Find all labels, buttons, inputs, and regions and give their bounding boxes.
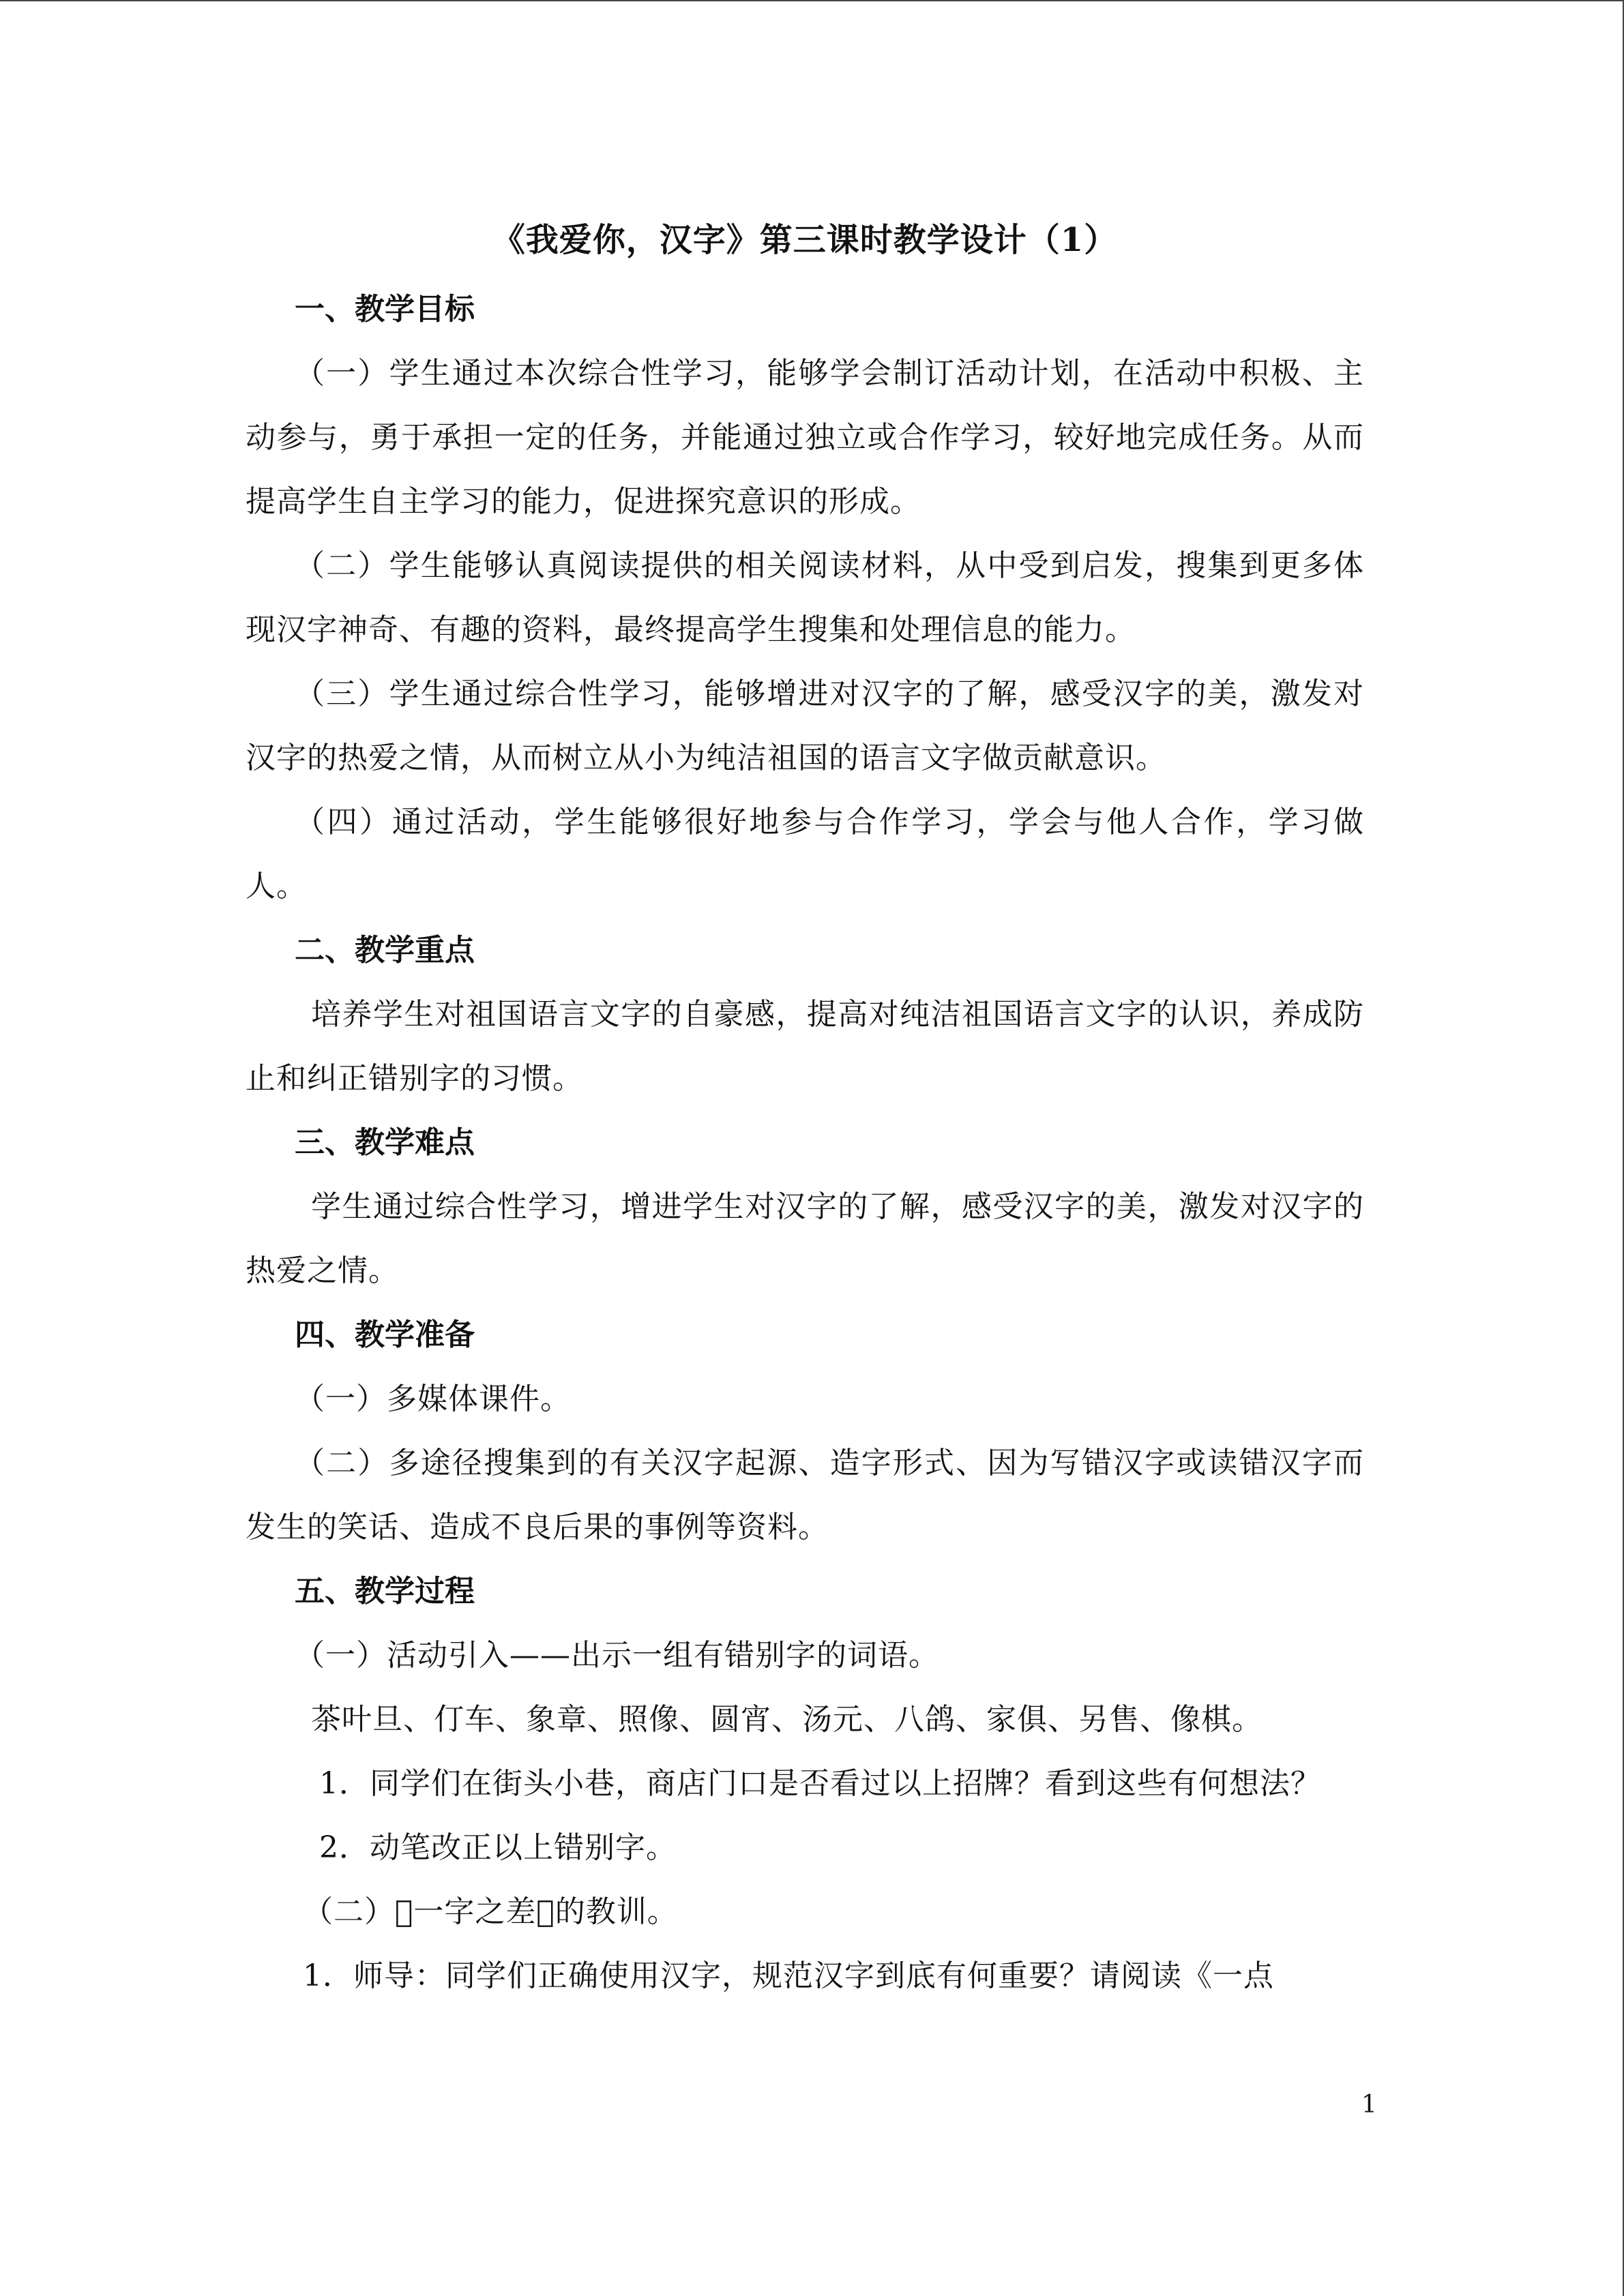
- section-heading-difficulties: 三、教学难点: [295, 1125, 475, 1160]
- section-heading-process: 五、教学过程: [295, 1574, 475, 1609]
- objective-paragraph-1: （一）学生通过本次综合性学习，能够学会制订活动计划，在活动中积极、主动参与，勇于承担一定的任务，并能通过独立或合作学习，较好地完成任务。从而提高学生自主学习的能力，促进探究意识的形成。: [246, 356, 1364, 519]
- objective-paragraph-3: （三）学生通过综合性学习，能够增进对汉字的了解，感受汉字的美，激发对汉字的热爱之情，从而树立从小为纯洁祖国的语言文字做贡献意识。: [246, 676, 1364, 775]
- section-heading-preparation: 四、教学准备: [295, 1317, 475, 1352]
- process-item-2: 2．动笔改正以上错别字。: [319, 1830, 677, 1865]
- page-number: 1: [1361, 2091, 1377, 2119]
- preparation-paragraph-2: （二）多途径搜集到的有关汉字起源、造字形式、因为写错汉字或读错汉字而发生的笑话、造成不良后果的事例等资料。: [246, 1446, 1364, 1545]
- preparation-paragraph-1: （一）多媒体课件。: [295, 1382, 571, 1416]
- objective-paragraph-2: （二）学生能够认真阅读提供的相关阅读材料，从中受到启发，搜集到更多体现汉字神奇、有趣的资料，最终提高学生搜集和处理信息的能力。: [246, 548, 1364, 647]
- section-heading-objectives: 一、教学目标: [295, 292, 475, 327]
- objective-paragraph-4: （四）通过活动，学生能够很好地参与合作学习，学会与他人合作，学习做人。: [246, 805, 1364, 904]
- key-points-paragraph: 培养学生对祖国语言文字的自豪感，提高对纯洁祖国语言文字的认识，养成防止和纠正错别字的习惯。: [246, 997, 1364, 1096]
- process-paragraph-1: （一）活动引入——出示一组有错别字的词语。: [295, 1638, 939, 1673]
- document-body: [246, 203, 1364, 2008]
- process-word-list: 茶叶旦、仃车、象章、照像、圆宵、汤元、八鸽、家俱、另售、像棋。: [311, 1702, 1263, 1737]
- process-item-1: 1．同学们在街头小巷，商店门口是否看过以上招牌？看到这些有何想法？: [319, 1766, 1321, 1801]
- process-paragraph-2: （二） 一字之差 的教训。: [303, 1894, 678, 1929]
- process-item-3: 1．师导：同学们正确使用汉字，规范汉字到底有何重要？请阅读《一点: [303, 1958, 1274, 1993]
- section-heading-key-points: 二、教学重点: [295, 933, 475, 968]
- document-title: 《我爱你，汉字》第三课时教学设计（1）: [492, 221, 1118, 259]
- difficulties-paragraph: 学生通过综合性学习，增进学生对汉字的了解，感受汉字的美，激发对汉字的热爱之情。: [246, 1189, 1364, 1288]
